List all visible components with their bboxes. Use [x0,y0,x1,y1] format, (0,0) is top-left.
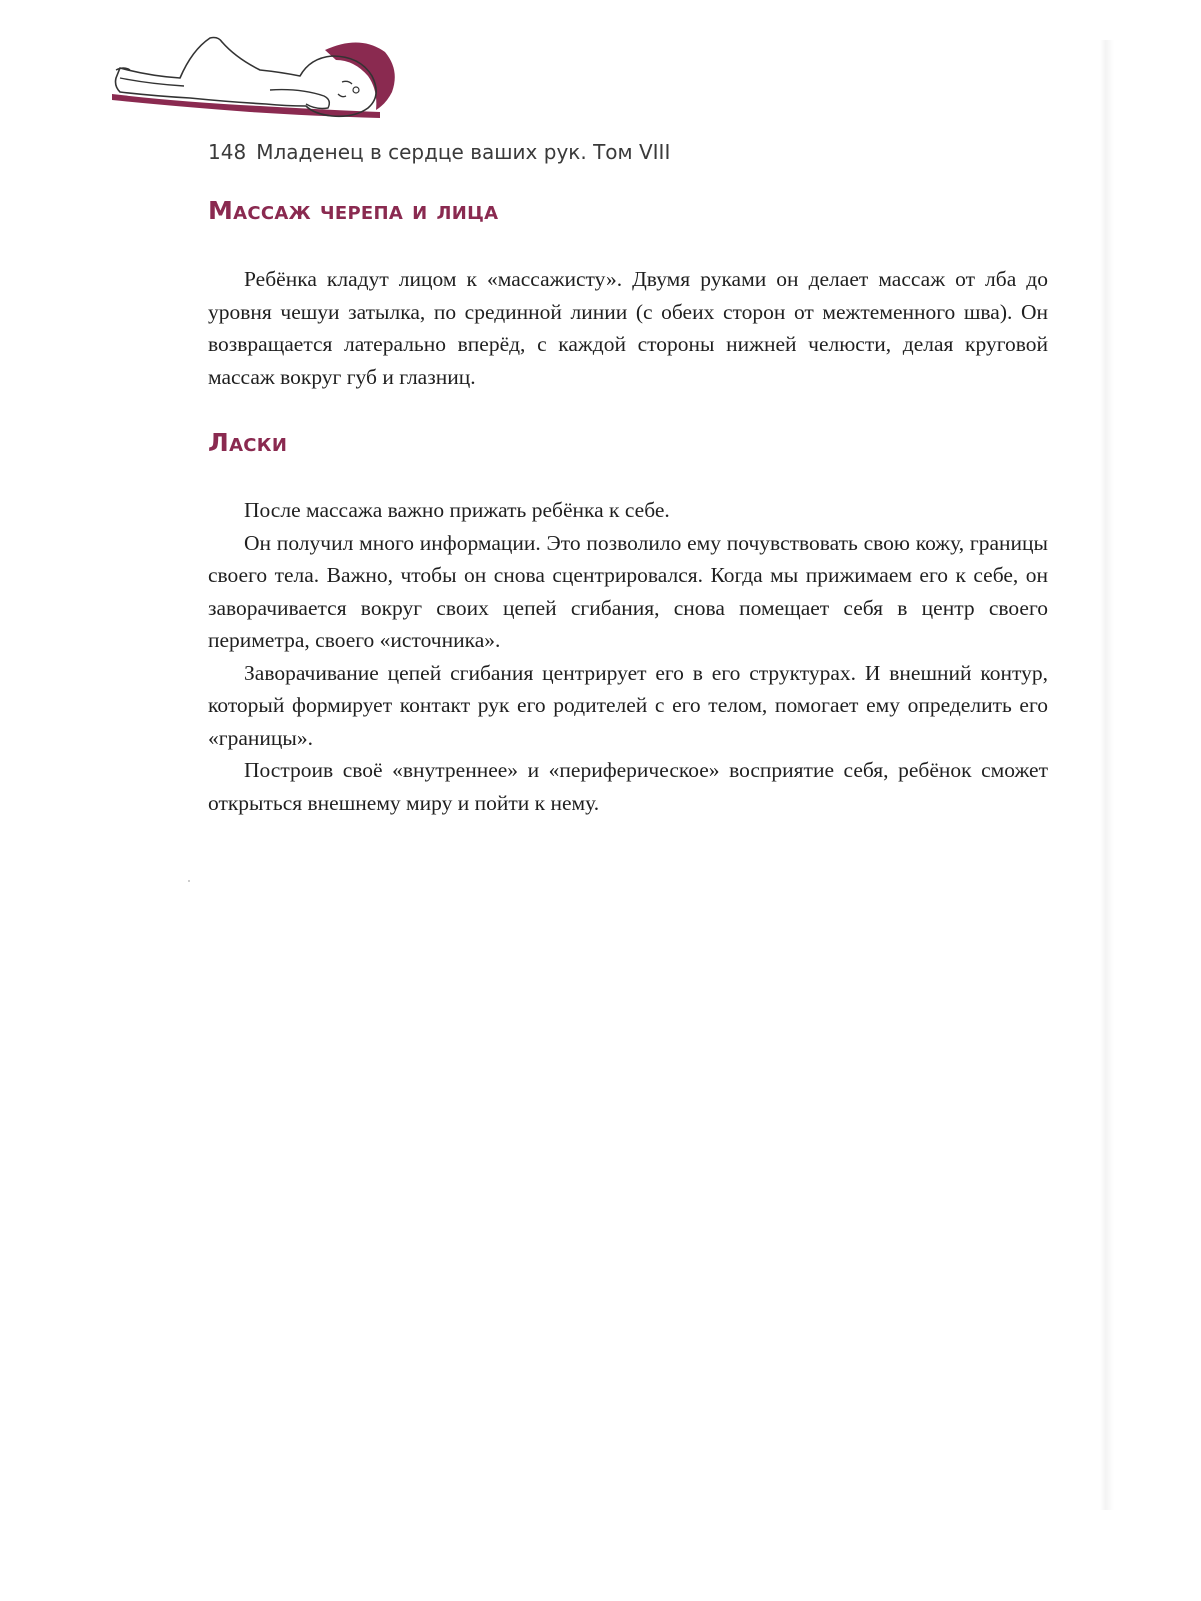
paragraph: После массажа важно прижать ребёнка к себе. [244,498,670,522]
scan-speck [188,880,190,882]
section-heading-skull-face-massage: Массаж черепа и лица [208,196,499,225]
section-body-caresses [208,494,1048,819]
sleeping-baby-illustration [110,30,410,130]
page-number: 148 [208,140,247,164]
paragraph: Он получил много информации. Это позволило ему почувствовать свою кожу, границы своего тела. Важно, чтобы он снова сцентрировался. Когда мы прижимаем его к себе, он заворачивается вокруг своих цепей сгибания, снова помещает себя в центр своего периметра, своего «источника». [208,530,1048,652]
section-heading-caresses: Ласки [208,428,288,457]
paragraph: Заворачивание цепей сгибания центрирует его в его структурах. И внешний контур, который формирует контакт рук его родителей с его телом, помогает ему определить его «границы». [208,660,1048,750]
book-title: Младенец в сердце ваших рук. Том VIII [256,140,671,164]
page-edge-shadow [1100,40,1114,1510]
section-body-skull-face-massage [208,263,1048,393]
running-head [208,140,670,164]
paragraph: Ребёнка кладут лицом к «массажисту». Двумя руками он делает массаж от лба до уровня чешуи затылка, по срединной линии (с обеих сторон от межтеменного шва). Он возвращается латерально вперёд, с каждой стороны нижней челюсти, делая круговой массаж вокруг губ и глазниц. [208,267,1048,389]
paragraph: Построив своё «внутреннее» и «периферическое» восприятие себя, ребёнок сможет открыться внешнему миру и пойти к нему. [208,758,1048,815]
